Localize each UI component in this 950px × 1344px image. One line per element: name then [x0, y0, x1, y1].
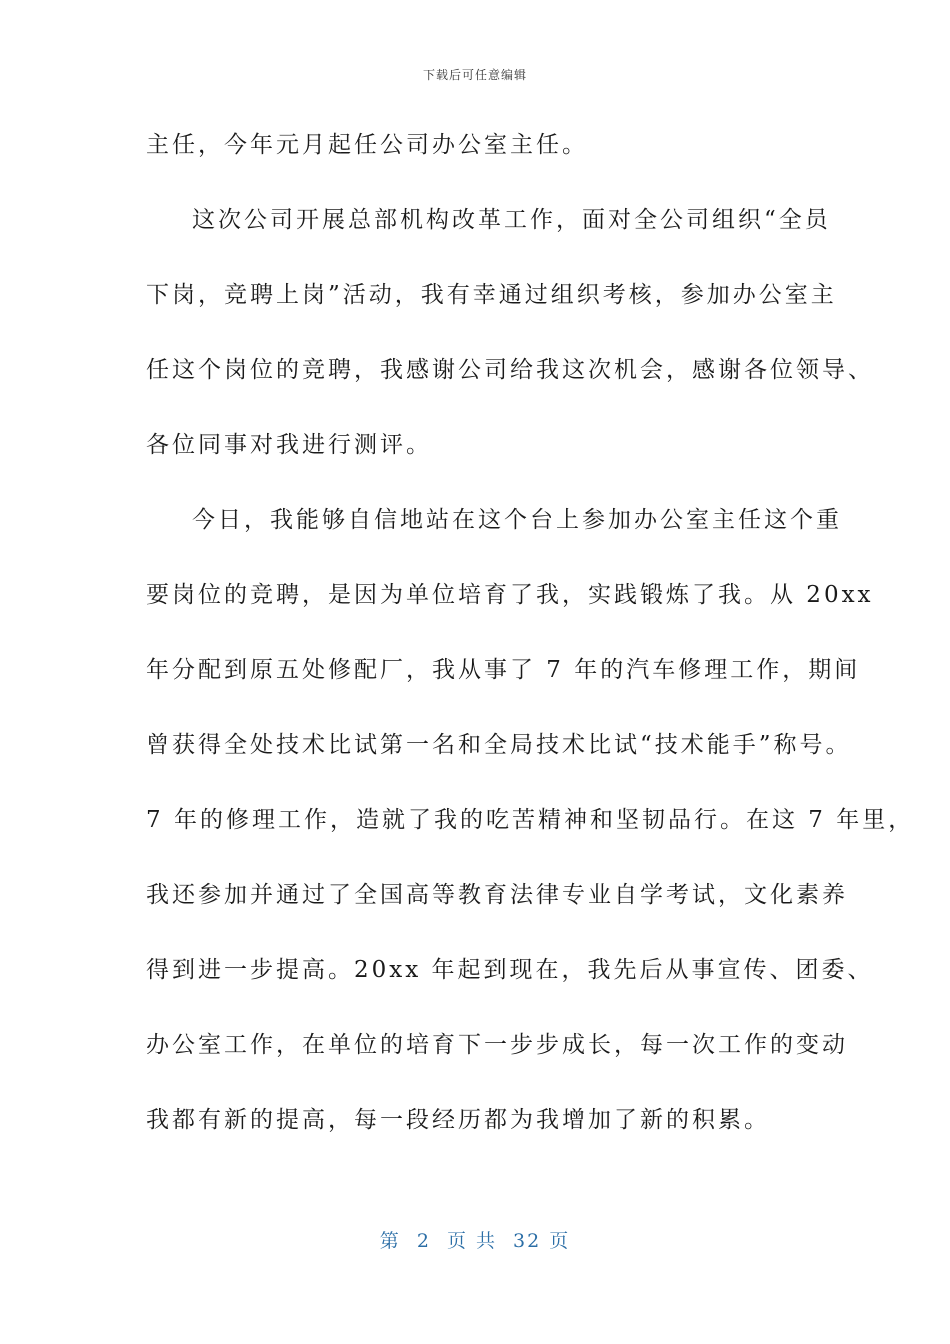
text-line: 我都有新的提高，每一段经历都为我增加了新的积累。 [146, 1107, 770, 1133]
text-line: 各位同事对我进行测评。 [146, 432, 432, 458]
text-line: 任这个岗位的竞聘，我感谢公司给我这次机会，感谢各位领导、 [146, 357, 874, 383]
page-footer [0, 1226, 950, 1253]
text-line: 下岗，竞聘上岗”活动，我有幸通过组织考核，参加办公室主 [146, 282, 837, 308]
text-line: 年分配到原五处修配厂，我从事了 7 年的汽车修理工作，期间 [146, 657, 861, 683]
footer-current-page: 2 [416, 1230, 431, 1252]
text-line: 要岗位的竞聘，是因为单位培育了我，实践锻炼了我。从 20xx [146, 582, 874, 608]
footer-total-pages: 32 [513, 1230, 542, 1252]
text-line: 曾获得全处技术比试第一名和全局技术比试“技术能手”称号。 [146, 732, 852, 758]
text-line: 今日，我能够自信地站在这个台上参加办公室主任这个重 [192, 507, 842, 533]
footer-suffix: 页 [549, 1230, 571, 1252]
text-line: 办公室工作，在单位的培育下一步步成长，每一次工作的变动 [146, 1032, 848, 1058]
text-line: 7 年的修理工作，造就了我的吃苦精神和坚韧品行。在这 7 年里， [146, 807, 915, 833]
text-line: 这次公司开展总部机构改革工作，面对全公司组织“全员 [192, 207, 831, 233]
footer-prefix: 第 [379, 1230, 401, 1252]
footer-middle: 页 共 [446, 1230, 497, 1252]
text-line: 主任，今年元月起任公司办公室主任。 [146, 132, 588, 158]
text-line: 得到进一步提高。20xx 年起到现在，我先后从事宣传、团委、 [146, 957, 874, 983]
header-note: 下载后可任意编辑 [422, 68, 527, 82]
text-line: 我还参加并通过了全国高等教育法律专业自学考试，文化素养 [146, 882, 848, 908]
